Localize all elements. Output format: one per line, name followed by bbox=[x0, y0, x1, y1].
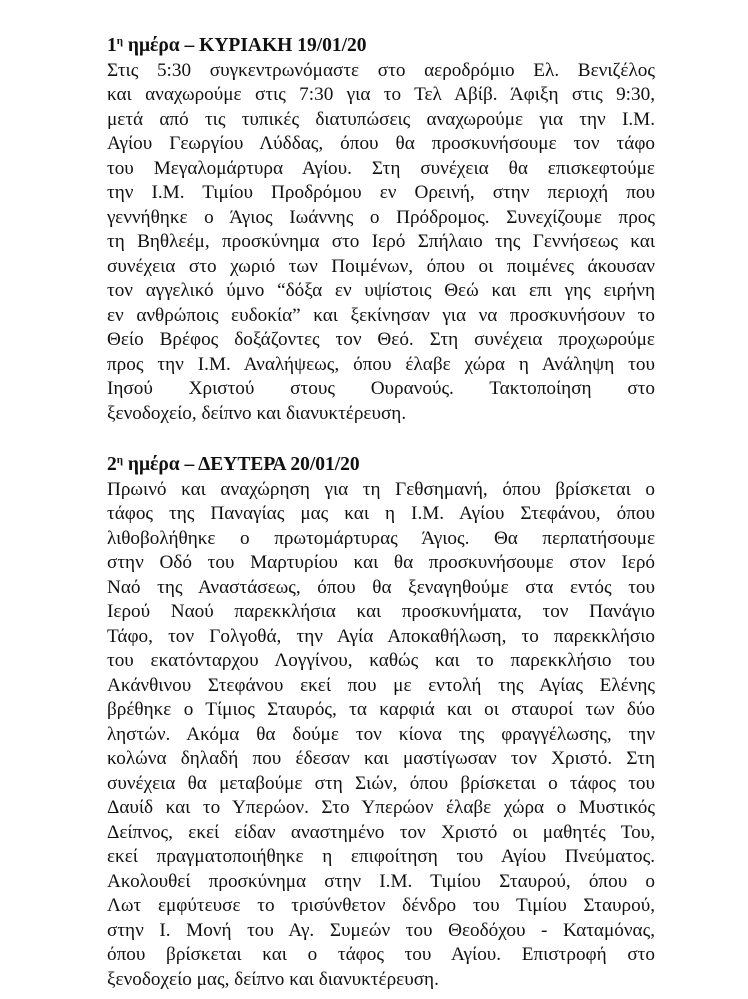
text-line: του Μεγαλομάρτυρα Αγίου. Στη συνέχεια θα επισκεφτούμε bbox=[107, 157, 655, 179]
text-line: Ακολουθεί προσκύνημα στην Ι.Μ. Τιμίου Σταυρού, όπου ο bbox=[107, 870, 655, 892]
text-line: κολώνα δηλαδή που έδεσαν και μαστίγωσαν τον Χριστό. Στη bbox=[107, 748, 655, 769]
text-line: προς την Ι.Μ. Αναλήψεως, όπου έλαβε χώρα η Ανάληψη του bbox=[107, 353, 655, 375]
text-line: γεννήθηκε ο Άγιος Ιωάννης ο Πρόδρομος. Συνεχίζουμε προς bbox=[107, 206, 655, 228]
text-line: τη Βηθλεέμ, προσκύνημα στο Ιερό Σπήλαιο της Γεννήσεως και bbox=[107, 231, 655, 252]
text-line: την Ι.Μ. Τιμίου Προδρόμου εν Ορεινή, στην περιοχή που bbox=[107, 182, 655, 203]
text-line: Στις 5:30 συγκεντρωνόμαστε στο αεροδρόμιο Ελ. Βενιζέλος bbox=[107, 59, 655, 81]
day-1-body bbox=[107, 59, 655, 427]
day-number: 2 bbox=[107, 454, 117, 475]
day-1-section bbox=[107, 34, 655, 426]
text-line: Θείο Βρέφος δοξάζοντες τον Θεό. Στη συνέχεια προχωρούμε bbox=[107, 329, 655, 350]
day-number: 1 bbox=[107, 35, 117, 56]
text-line: ξενοδοχείο, δείπνο και διανυκτέρευση. bbox=[107, 402, 407, 424]
text-line: συνέχεια στο χωριό των Ποιμένων, όπου οι ποιμένες άκουσαν bbox=[107, 255, 655, 277]
text-line: εκεί πραγματοποιήθηκε η επιφοίτηση του Αγίου Πνεύματος. bbox=[107, 846, 655, 867]
text-line: Δείπνος, εκεί είδαν αναστημένο τον Χριστό οι μαθητές Του, bbox=[107, 821, 655, 843]
text-line: τάφος της Παναγίας μας και η Ι.Μ. Αγίου Στεφάνου, όπου bbox=[107, 503, 655, 524]
text-line: Δαυίδ και το Υπερώον. Στο Υπερώον έλαβε χώρα ο Μυστικός bbox=[107, 797, 655, 818]
day-1-heading bbox=[107, 34, 655, 59]
text-line: Ακάνθινου Στεφάνου εκεί που με εντολή της Αγίας Ελένης bbox=[107, 674, 655, 696]
text-line: βρέθηκε ο Τίμιος Σταυρός, τα καρφιά και οι σταυροί των δύο bbox=[107, 699, 655, 720]
text-line: Ιερού Ναού παρεκκλήσια και προσκυνήματα, τον Πανάγιο bbox=[107, 601, 655, 622]
ordinal-superscript: η bbox=[116, 35, 123, 47]
text-line: στην Οδό του Μαρτυρίου και θα προσκυνήσουμε στον Ιερό bbox=[107, 552, 655, 573]
section-spacer bbox=[107, 426, 655, 453]
text-line: του εκατόνταρχου Λογγίνου, καθώς και το παρεκκλήσιο του bbox=[107, 650, 655, 671]
text-line: Ιησού Χριστού στους Ουρανούς. Τακτοποίηση στο bbox=[107, 378, 655, 399]
text-line: συνέχεια θα μεταβούμε στη Σιών, όπου βρίσκεται ο τάφος του bbox=[107, 772, 655, 794]
text-line: εν ανθρώποις ευδοκία” και ξεκίνησαν για να προσκυνήσουν το bbox=[107, 304, 655, 326]
text-line: στην Ι. Μονή του Αγ. Συμεών του Θεοδόχου - Καταμόνας, bbox=[107, 919, 655, 941]
text-line: Πρωινό και αναχώρηση για τη Γεθσημανή, όπου βρίσκεται ο bbox=[107, 478, 655, 500]
day-2-section bbox=[107, 453, 655, 992]
itinerary-document bbox=[107, 34, 655, 992]
text-line: ληστών. Ακόμα θα δούμε τον κίονα της φραγγέλωσης, την bbox=[107, 723, 655, 745]
text-line: Αγίου Γεωργίου Λύδδας, όπου θα προσκυνήσουμε τον τάφο bbox=[107, 133, 655, 154]
day-title: ημέρα – ΚΥΡΙΑΚΗ 19/01/20 bbox=[123, 35, 367, 56]
text-line: λιθοβολήθηκε ο πρωτομάρτυρας Άγιος. Θα περπατήσουμε bbox=[107, 527, 655, 549]
text-line: όπου βρίσκεται και ο τάφος του Αγίου. Επιστροφή στο bbox=[107, 944, 655, 965]
text-line: Λωτ εμφύτευσε το τρισύνθετον δένδρο του Τιμίου Σταυρού, bbox=[107, 895, 655, 916]
text-line: και αναχωρούμε στις 7:30 για το Τελ Αβίβ. Άφιξη στις 9:30, bbox=[107, 84, 655, 105]
text-line: Ναό της Αναστάσεως, όπου θα ξεναγηθούμε στα εντός του bbox=[107, 576, 655, 598]
ordinal-superscript: η bbox=[116, 454, 123, 466]
day-title: ημέρα – ΔΕΥΤΕΡΑ 20/01/20 bbox=[123, 454, 360, 475]
text-line: Τάφο, τον Γολγοθά, την Αγία Αποκαθήλωση, το παρεκκλήσιο bbox=[107, 625, 655, 647]
text-line: ξενοδοχείο μας, δείπνο και διανυκτέρευση. bbox=[107, 968, 439, 990]
text-line: τον αγγελικό ύμνο “δόξα εν υψίστοις Θεώ και επι γης ειρήνη bbox=[107, 280, 655, 301]
day-2-heading bbox=[107, 453, 655, 478]
text-line: μετά από τις τυπικές διατυπώσεις αναχωρούμε για την Ι.Μ. bbox=[107, 108, 655, 130]
day-2-body bbox=[107, 478, 655, 993]
